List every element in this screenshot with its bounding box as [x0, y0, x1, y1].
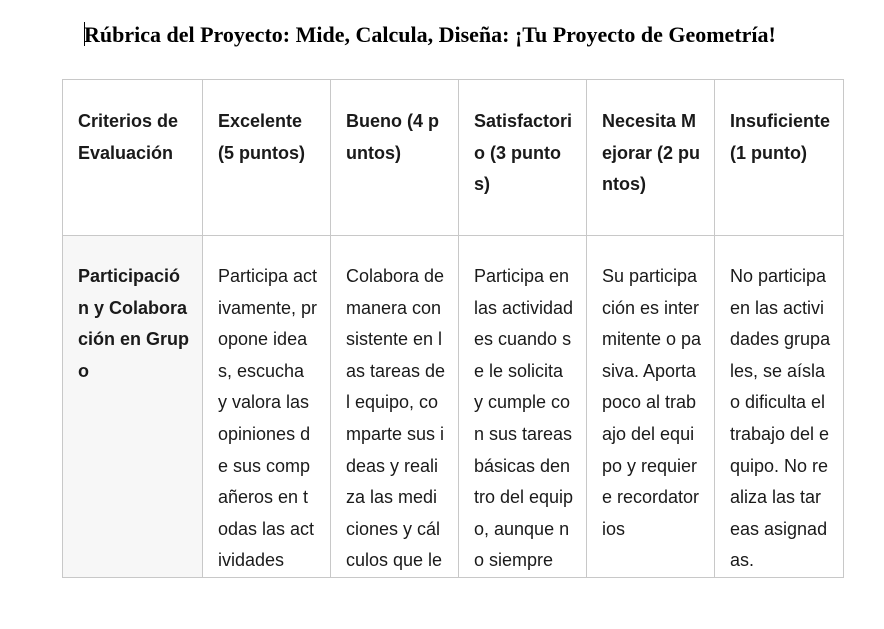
header-satisfactorio[interactable]: Satisfactorio (3 puntos) [459, 80, 587, 236]
header-criteria[interactable]: Criterios de Evaluación [63, 80, 203, 236]
rubric-cell-bueno[interactable]: Colabora de manera consistente en las tareas del equipo, comparte sus ideas y realiza las mediciones y cálculos que le [331, 236, 459, 578]
table-row [63, 236, 844, 578]
rubric-cell-satisfactorio[interactable]: Participa en las actividades cuando se le solicita y cumple con sus tareas básicas dentro del equipo, aunque no siempre [459, 236, 587, 578]
rubric-cell-necesita-mejorar[interactable]: Su participación es intermitente o pasiva. Aporta poco al trabajo del equipo y requiere recordatorios [587, 236, 715, 578]
header-insuficiente[interactable]: Insuficiente (1 punto) [715, 80, 844, 236]
document-title[interactable]: Rúbrica del Proyecto: Mide, Calcula, Diseña: ¡Tu Proyecto de Geometría! [84, 22, 776, 47]
rubric-cell-excelente[interactable]: Participa activamente, propone ideas, escucha y valora las opiniones de sus compañeros en todas las actividades [203, 236, 331, 578]
header-necesita-mejorar[interactable]: Necesita Mejorar (2 puntos) [587, 80, 715, 236]
header-excelente[interactable]: Excelente (5 puntos) [203, 80, 331, 236]
rubric-table [62, 79, 844, 578]
criterion-cell[interactable]: Participación y Colaboración en Grupo [63, 236, 203, 578]
header-row [63, 80, 844, 236]
rubric-cell-insuficiente[interactable]: No participa en las actividades grupales, se aísla o dificulta el trabajo del equipo. No realiza las tareas asignadas. [715, 236, 844, 578]
header-bueno[interactable]: Bueno (4 puntos) [331, 80, 459, 236]
